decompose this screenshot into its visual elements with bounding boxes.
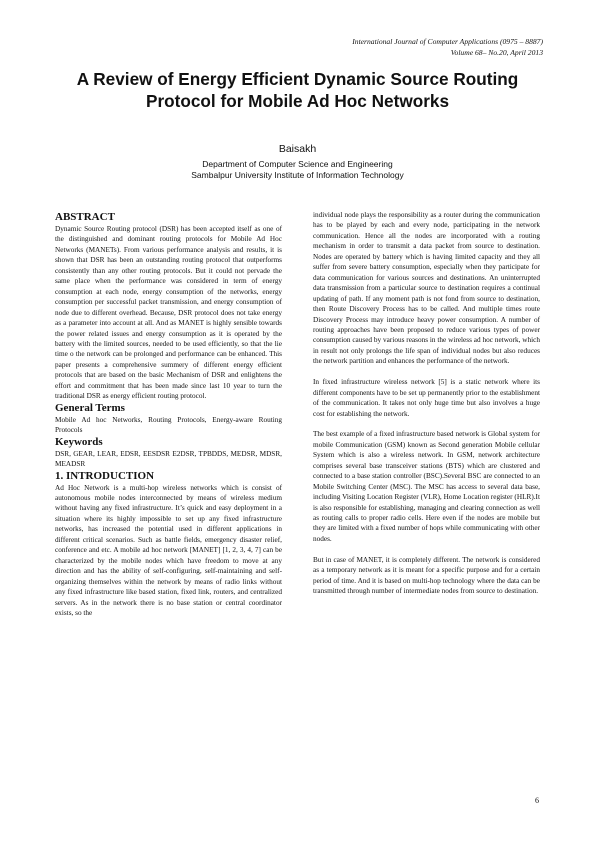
general-terms-text: Mobile Ad hoc Networks, Routing Protocols, Energy-aware Routing Protocols — [55, 415, 282, 435]
body-paragraph: In fixed infrastructure wireless network [5] is a static network where its different components have to be set up permanently prior to the establishment of the communication. It takes not only huge time but also involves a huge cost for establishing the network. — [313, 378, 540, 418]
keywords-text: DSR, GEAR, LEAR, EDSR, EESDSR E2DSR, TPBDDS, MEDSR, MDSR, MEADSR — [55, 449, 282, 469]
page-number: 6 — [535, 796, 539, 805]
abstract-text: Dynamic Source Routing protocol (DSR) has been accepted itself as one of the distinguished and dominant routing protocols for Mobile Ad Hoc Networks (MANETs). From various performance analysis and results, it is shown that DSR has been an outstanding routing protocol that outperforms consistently than any other routing protocols. But it could not pervade the same place when the performance was considered in term of energy consumption at each node, energy consumption of the networks, energy consumption per successful packet transmission, and energy consumption of node due to different overhead. Because, DSR protocol does not take energy as a parameter into account at all. And as MANET is highly sensible towards the power related issues and energy consumption as it is operated by the battery with the limited sources, needed to be used efficiently, so that the lie time o the network can be prolonged and performance can be enhanced. This paper presents a comprehensive summery of different energy efficient protocols that are based on the basic Mechanism of DSR and enlightens the effort and commitment that has been made since last 10 year to turn the traditional DSR as energy efficient routing protocol. — [55, 225, 282, 401]
journal-header — [352, 37, 543, 58]
paper-title: A Review of Energy Efficient Dynamic Source Routing Protocol for Mobile Ad Hoc Networks — [76, 69, 519, 111]
author-name: Baisakh — [278, 143, 317, 155]
keywords-heading: Keywords — [55, 435, 103, 448]
abstract-heading: ABSTRACT — [55, 211, 115, 223]
left-column — [55, 211, 282, 618]
body-paragraph: individual node plays the responsibility as a router during the communication has to be played by each and every node, participating in the network communication. Hence all the nodes are incorporated with a routing mechanism in order to transmit a data packet from source to destination. Nodes are operated by battery which is having limited capacity and they all suffer from severe battery consumption, especially when they participate for data communication for various sources and destinations. An uninterrupted data transmission from a particular source to destination requires a continual updating of path. If any moment path is not fond from source to destination, then Route Discovery Process has to be called. And multiple times route Discovery Process may introduce heavy power consumption. A number of routing approaches have been proposed to reduce various types of power consumption caused by various reasons in the wireless ad hoc network, which in result not only prolongs the life span of individual nodes but also reduces the network partition and enhances the performance of the network. — [313, 211, 540, 366]
body-paragraph: But in case of MANET, it is completely different. The network is considered as a temporary network as it is meant for a specific purpose and for a certain period of time. And it is based on multi-hop technology where the data can be transmitted through number of intermediate nodes from source to destination. — [313, 555, 540, 596]
author-institution: Sambalpur University Institute of Information Technology — [191, 170, 404, 180]
introduction-text: Ad Hoc Network is a multi-hop wireless networks which is consist of autonomous mobile nodes interconnected by means of wireless medium without having any fixed infrastructure. It’s quick and easy deployment in a situation where its highly impossible to set up any fixed infrastructure networks, has increased the potential used in different applications in different critical scenarios. Such as battle fields, emergency disaster relief, conference and etc. A mobile ad hoc network [MANET] [1, 2, 3, 4, 7] can be characterized by the mobile nodes which have freedom to move at any direction and has the ability of self-configuring, self-maintaining and self-organizing themselves within the network by means of radio links without any fixed infrastructure like based station, fixed link, routers, and centralized servers. As in the network there is no base station or central coordinator exists, so the — [55, 483, 282, 617]
author-block — [40, 142, 555, 181]
introduction-heading: 1. INTRODUCTION — [55, 469, 155, 482]
author-department: Department of Computer Science and Engineering — [202, 159, 393, 169]
general-terms-heading: General Terms — [55, 401, 125, 414]
right-column — [313, 210, 540, 607]
journal-volume: Volume 68– No.20, April 2013 — [450, 47, 543, 57]
journal-name: International Journal of Computer Applications (0975 – 8887) — [352, 37, 543, 46]
body-paragraph: The best example of a fixed infrastructure based network is Global system for mobile Communication (GSM) known as Second generation Mobile cellular System which is also a wireless network. In GSM, network architecture comprises several base transceiver stations (BTS) which are clustered and connected to a base station controller (BSC).Several BSC are connected to an Mobile Switching Center (MSC). The MSC has access to several data base, including Visiting Location Register (VLR), Home Location register (HLR).It is also responsible for establishing, managing and clearing connection as well as routing calls to proper radio cells. Here even if the nodes are mobile but they are limited with a fixed number of hops while communicating with other nodes. — [313, 430, 540, 543]
